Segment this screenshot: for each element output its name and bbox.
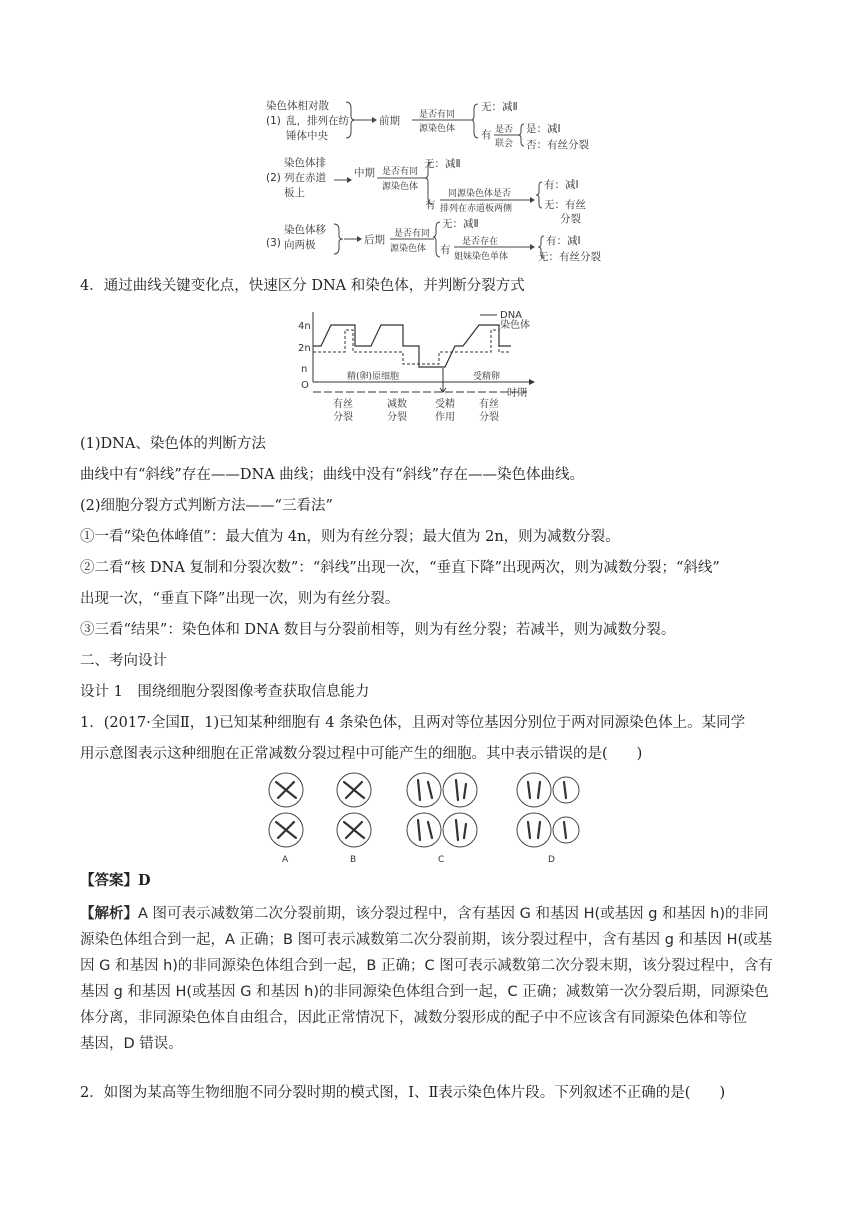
para-3: (2)细胞分裂方式判断方法——“三看法” — [80, 498, 333, 514]
para-7: ③三看“结果”：染色体和 DNA 数目与分裂前相等，则为有丝分裂；若减半，则为减数分裂。 — [80, 622, 676, 638]
row3-b1: 有：减Ⅰ — [546, 235, 581, 247]
row3-q2-1: 是否存在 — [462, 237, 499, 247]
row2-q2-2: 排列在赤道板两侧 — [440, 204, 513, 214]
row1-q-2: 源染色体 — [419, 124, 456, 134]
row2-yes: 有 — [425, 199, 436, 211]
row2-q2-1: 同源染色体是否 — [448, 189, 512, 199]
phase-3-b: 作用 — [435, 412, 455, 423]
row3-no: 无：减Ⅱ — [442, 218, 479, 230]
row1-num: (1) — [266, 115, 281, 127]
row3-desc-1: 染色体移 — [284, 224, 326, 236]
row1-q-1: 是否有同 — [419, 110, 456, 120]
explanation-line-4: 基因 g 和基因 H(或基因 G 和基因 h)的非同源染色体组合到一起，C 正确；减数第一次分裂后期，同源染色 — [80, 984, 769, 1000]
phase-2-a: 减数 — [387, 399, 407, 410]
y-tick-o: O — [301, 380, 309, 391]
row3-num: (3) — [266, 237, 281, 249]
section-heading: 二、考向设计 — [80, 653, 167, 669]
row2-desc-2: 列在赤道 — [284, 172, 326, 184]
design-heading: 设计 1 围绕细胞分裂图像考查获取信息能力 — [80, 684, 370, 700]
explanation-line-3: 因 G 和基因 h)的非同源染色体组合到一起，B 正确；C 图可表示减数第二次分裂末期，该分裂过程中，含有 — [80, 958, 773, 974]
dna-chromosome-curve — [295, 306, 555, 430]
explanation-tag: 【解析】 — [80, 906, 138, 922]
phase-4-b: 分裂 — [479, 412, 499, 423]
option-b-label: B — [350, 855, 357, 865]
row3-q2-2: 姐妹染色单体 — [454, 252, 509, 262]
option-c-label: C — [438, 855, 445, 865]
row2-b3: 分裂 — [560, 213, 581, 225]
row1-desc-1: 染色体相对散 — [266, 100, 329, 112]
explanation-line-6: 基因，D 错误。 — [80, 1036, 183, 1052]
row2-desc-1: 染色体排 — [284, 157, 326, 169]
row2-q-2: 源染色体 — [382, 182, 419, 192]
row1-b1: 是：减Ⅰ — [526, 123, 561, 135]
row1-q2-2: 联会 — [495, 139, 514, 149]
row1-q2-1: 是否 — [495, 125, 514, 135]
y-tick-n: n — [301, 364, 308, 375]
para-1: (1)DNA、染色体的判断方法 — [80, 436, 266, 452]
question-2: 2．如图为某高等生物细胞不同分裂时期的模式图，Ⅰ、Ⅱ表示染色体片段。下列叙述不正确的是( ) — [80, 1085, 726, 1101]
explanation-line-1: A 图可表示减数第二次分裂前期，该分裂过程中，含有基因 G 和基因 H(或基因 g 和基因 h)的非同 — [138, 906, 769, 922]
row1-phase: 前期 — [379, 115, 400, 127]
heading-4: 4．通过曲线关键变化点，快速区分 DNA 和染色体，并判断分裂方式 — [80, 278, 525, 294]
row3-q-2: 源染色体 — [390, 244, 427, 254]
phase-4-a: 有丝 — [479, 399, 499, 410]
row2-q-1: 是否有同 — [382, 167, 419, 177]
explanation-line-2: 源染色体组合到一起，A 正确；B 图可表示减数第二次分裂前期，该分裂过程中，含有基因 g 和基因 H(或基 — [80, 932, 773, 948]
question-1-line-1: 1．(2017·全国Ⅱ，1)已知某种细胞有 4 条染色体，且两对等位基因分别位于两对同源染色体上。某同学 — [80, 715, 746, 731]
phase-1-b: 分裂 — [333, 412, 353, 423]
explanation-line-5: 体分离，非同源染色体自由组合，因此正常情况下，减数分裂形成的配子中不应该含有同源染色体和等位 — [80, 1010, 747, 1026]
row1-desc-2: 乱，排列在纺 — [286, 115, 349, 127]
row1-no: 无：减Ⅱ — [481, 101, 518, 113]
row2-b1: 有：减Ⅰ — [544, 179, 579, 191]
row3-phase: 后期 — [364, 234, 385, 246]
option-a-label: A — [282, 855, 289, 865]
x-axis-label: 时期 — [507, 388, 527, 399]
band-left: 精(卵)原细胞 — [347, 372, 400, 382]
phase-1-a: 有丝 — [333, 399, 353, 410]
row1-b2: 否：有丝分裂 — [526, 139, 589, 151]
row1-yes: 有 — [481, 129, 492, 141]
row2-desc-3: 板上 — [284, 187, 305, 199]
chromosome-curve — [313, 330, 511, 364]
legend-chromosome: 染色体 — [500, 320, 530, 331]
dna-curve — [313, 325, 511, 367]
para-2: 曲线中有“斜线”存在——DNA 曲线；曲线中没有“斜线”存在——染色体曲线。 — [80, 467, 585, 483]
row2-b2: 无：有丝 — [544, 199, 586, 211]
division-flowchart — [262, 96, 602, 266]
cell-options-figure — [260, 770, 580, 866]
row3-yes: 有 — [440, 244, 451, 256]
para-6: 出现一次，“垂直下降”出现一次，则为有丝分裂。 — [80, 591, 400, 607]
question-1-line-2: 用示意图表示这种细胞在正常减数分裂过程中可能产生的细胞。其中表示错误的是( ) — [80, 746, 643, 762]
row3-desc-2: 向两极 — [284, 239, 316, 251]
y-tick-2n: 2n — [298, 343, 311, 354]
para-4: ①一看“染色体峰值”：最大值为 4n，则为有丝分裂；最大值为 2n，则为减数分裂。 — [80, 529, 620, 545]
answer: 【答案】D — [80, 872, 151, 889]
para-5: ②二看“核 DNA 复制和分裂次数”：“斜线”出现一次，“垂直下降”出现两次，则为减数分裂；“斜线” — [80, 560, 720, 576]
option-d-label: D — [548, 855, 555, 865]
band-right: 受精卵 — [473, 372, 501, 382]
row3-q-1: 是否有同 — [394, 229, 431, 239]
y-tick-4n: 4n — [298, 321, 311, 332]
row3-b2: 无：有丝分裂 — [538, 251, 601, 263]
phase-3-a: 受精 — [435, 399, 455, 410]
row1-desc-3: 锤体中央 — [286, 130, 328, 142]
explanation — [80, 901, 780, 1057]
phase-2-b: 分裂 — [387, 412, 407, 423]
row2-num: (2) — [266, 172, 281, 184]
row2-no: 无：减Ⅱ — [424, 158, 461, 170]
legend-dna: DNA — [500, 310, 523, 321]
row2-phase: 中期 — [354, 167, 375, 179]
